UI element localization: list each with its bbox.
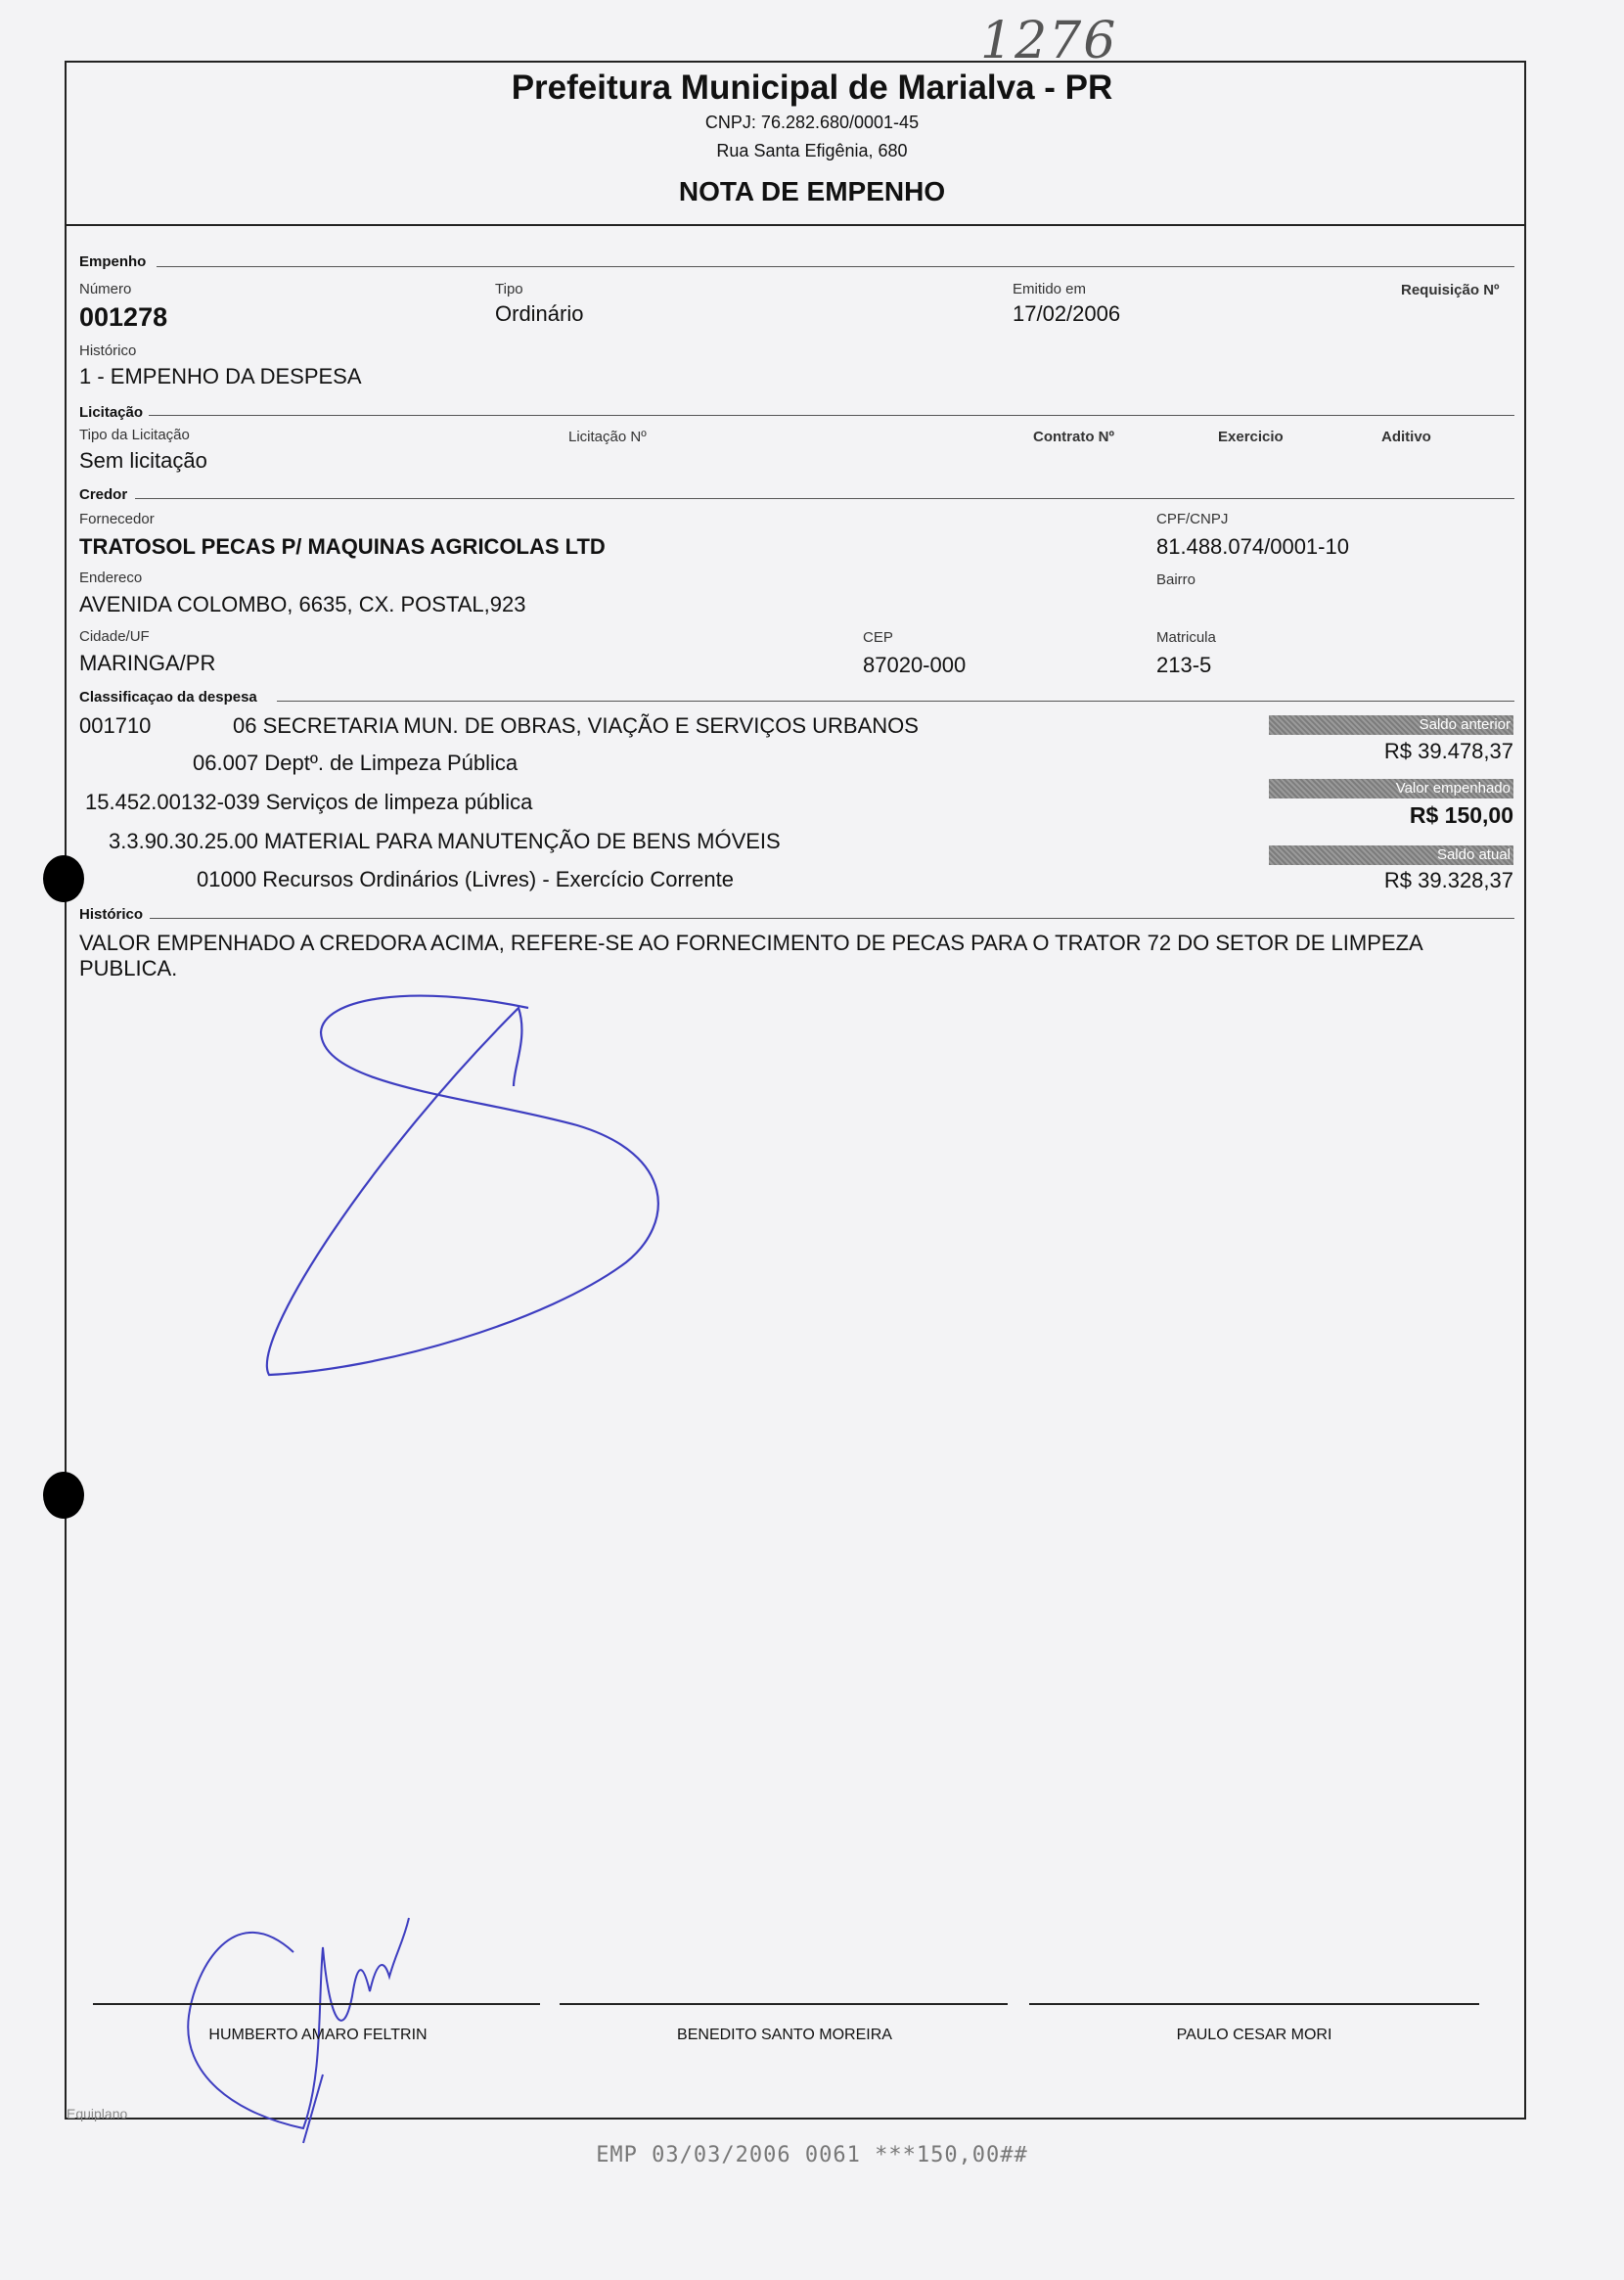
- signature-name-3: PAULO CESAR MORI: [1176, 2027, 1332, 2043]
- classificacao-funcional: 15.452.00132-039 Serviços de limpeza pública: [85, 790, 533, 814]
- signature-line-3: [1029, 2003, 1479, 2005]
- historico-value: 1 - EMPENHO DA DESPESA: [79, 364, 362, 388]
- signature-name-1: HUMBERTO AMARO FELTRIN: [208, 2027, 428, 2043]
- historico-text-line1: VALOR EMPENHADO A CREDORA ACIMA, REFERE-SE AO FORNECIMENTO DE PECAS PARA O TRATOR 72 DO SETOR DE LIMPEZA: [79, 931, 1423, 955]
- tipo-licitacao-label: Tipo da Licitação: [79, 427, 190, 443]
- classificacao-elemento: 3.3.90.30.25.00 MATERIAL PARA MANUTENÇÃO DE BENS MÓVEIS: [109, 829, 781, 853]
- section-classificacao: Classificaçao da despesa: [79, 689, 257, 706]
- licitacao-numero-label: Licitação Nº: [568, 429, 647, 445]
- saldo-anterior-label: Saldo anterior: [1269, 715, 1513, 735]
- document-title: NOTA DE EMPENHO: [678, 176, 946, 206]
- historico-text-line2: PUBLICA.: [79, 956, 178, 980]
- cpf-cnpj-label: CPF/CNPJ: [1156, 511, 1229, 527]
- valor-empenhado-label: Valor empenhado: [1269, 779, 1513, 798]
- saldo-atual-label: Saldo atual: [1269, 845, 1513, 865]
- fornecedor-label: Fornecedor: [79, 511, 155, 527]
- endereco-label: Endereco: [79, 570, 143, 586]
- cep-label: CEP: [863, 629, 893, 646]
- bairro-label: Bairro: [1156, 571, 1196, 588]
- classificacao-code: 001710: [79, 713, 152, 738]
- aditivo-label: Aditivo: [1381, 429, 1431, 445]
- signature-line-1: [93, 2003, 540, 2005]
- empenho-number: 001278: [79, 302, 168, 332]
- cpf-cnpj-value: 81.488.074/0001-10: [1156, 534, 1349, 559]
- cep-value: 87020-000: [863, 653, 967, 677]
- section-licitacao: Licitação: [79, 404, 144, 421]
- organization-name: Prefeitura Municipal de Marialva - PR: [511, 68, 1113, 107]
- matricula-label: Matricula: [1156, 629, 1216, 646]
- saldo-atual-value: R$ 39.328,37: [1383, 868, 1513, 892]
- requisicao-label: Requisição Nº: [1401, 282, 1500, 298]
- signature-line-2: [560, 2003, 1008, 2005]
- exercicio-label: Exercicio: [1218, 429, 1284, 445]
- fornecedor-value: TRATOSOL PECAS P/ MAQUINAS AGRICOLAS LTD: [79, 534, 606, 559]
- software-label: Equiplano: [67, 2106, 128, 2121]
- organization-cnpj: CNPJ: 76.282.680/0001-45: [704, 113, 920, 132]
- tipo-value: Ordinário: [495, 301, 584, 326]
- cidade-value: MARINGA/PR: [79, 651, 216, 675]
- tipo-licitacao-value: Sem licitação: [79, 448, 207, 473]
- handwritten-page-number: 1276: [980, 12, 1118, 70]
- cancel-scribble-icon: [267, 996, 658, 1375]
- historico-label: Histórico: [79, 342, 137, 359]
- classificacao-secretaria: 06 SECRETARIA MUN. DE OBRAS, VIAÇÃO E SERVIÇOS URBANOS: [233, 713, 919, 738]
- classificacao-departamento: 06.007 Deptº. de Limpeza Pública: [193, 751, 519, 775]
- saldo-anterior-value: R$ 39.478,37: [1383, 739, 1513, 763]
- section-credor: Credor: [79, 486, 128, 503]
- cidade-label: Cidade/UF: [79, 628, 150, 645]
- emitido-value: 17/02/2006: [1013, 301, 1121, 326]
- matricula-value: 213-5: [1156, 653, 1212, 677]
- emitido-label: Emitido em: [1013, 281, 1087, 297]
- signature-name-2: BENEDITO SANTO MOREIRA: [677, 2027, 892, 2043]
- tipo-label: Tipo: [495, 281, 523, 297]
- classificacao-recurso: 01000 Recursos Ordinários (Livres) - Exercício Corrente: [197, 867, 734, 891]
- contrato-label: Contrato Nº: [1033, 429, 1114, 445]
- valor-empenhado-value: R$ 150,00: [1409, 802, 1513, 828]
- organization-address: Rua Santa Efigênia, 680: [716, 141, 908, 160]
- endereco-value: AVENIDA COLOMBO, 6635, CX. POSTAL,923: [79, 592, 526, 616]
- section-historico: Histórico: [79, 906, 144, 923]
- section-empenho: Empenho: [79, 253, 147, 270]
- footer-stamp: EMP 03/03/2006 0061 ***150,00##: [596, 2143, 1028, 2167]
- numero-label: Número: [79, 281, 132, 297]
